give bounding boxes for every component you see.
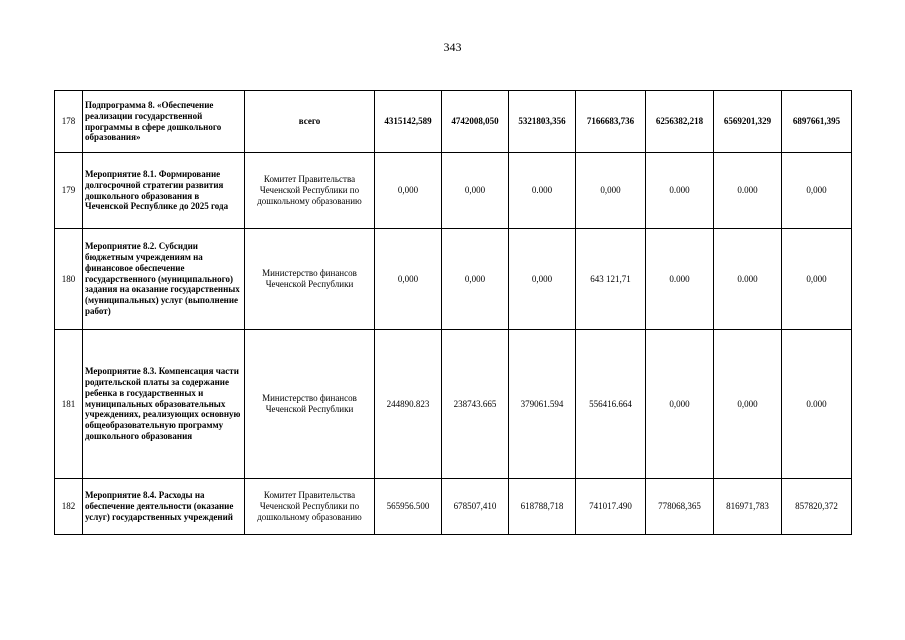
- value-cell: 238743.665: [442, 330, 509, 479]
- value-cell: 0.000: [509, 153, 576, 229]
- value-cell: 4742008,050: [442, 91, 509, 153]
- value-cell: 0.000: [646, 229, 714, 330]
- value-cell: 0,000: [442, 153, 509, 229]
- value-cell: 0.000: [714, 153, 782, 229]
- table-row: [55, 330, 852, 479]
- value-cell: 0.000: [646, 153, 714, 229]
- value-cell: 6897661,395: [782, 91, 852, 153]
- value-cell: 643 121,71: [576, 229, 646, 330]
- value-cell: 741017.490: [576, 479, 646, 535]
- executor: Комитет Правительства Чеченской Республики по дошкольному образованию: [245, 153, 375, 229]
- row-number: 179: [55, 153, 83, 229]
- table-row: [55, 229, 852, 330]
- value-cell: 678507,410: [442, 479, 509, 535]
- table-row: [55, 91, 852, 153]
- measure-name: Мероприятие 8.3. Компенсация части родительской платы за содержание ребенка в государственных и муниципальных образовательных учреждениях, реализующих основную общеобразовательную программу дошкольного образования: [83, 330, 245, 479]
- value-cell: 0,000: [714, 330, 782, 479]
- value-cell: 0,000: [442, 229, 509, 330]
- measure-name: Подпрограмма 8. «Обеспечение реализации государственной программы в сфере дошкольного образования»: [83, 91, 245, 153]
- value-cell: 0,000: [782, 153, 852, 229]
- value-cell: 0,000: [509, 229, 576, 330]
- value-cell: 0,000: [375, 153, 442, 229]
- executor: всего: [245, 91, 375, 153]
- measure-name: Мероприятие 8.4. Расходы на обеспечение деятельности (оказание услуг) государственных учреждений: [83, 479, 245, 535]
- table-row: [55, 479, 852, 535]
- value-cell: 379061.594: [509, 330, 576, 479]
- value-cell: 0,000: [782, 229, 852, 330]
- executor: Министерство финансов Чеченской Республики: [245, 330, 375, 479]
- value-cell: 857820,372: [782, 479, 852, 535]
- value-cell: 816971,783: [714, 479, 782, 535]
- value-cell: 778068,365: [646, 479, 714, 535]
- value-cell: 556416.664: [576, 330, 646, 479]
- value-cell: 4315142,589: [375, 91, 442, 153]
- measure-name: Мероприятие 8.2. Субсидии бюджетным учреждениям на финансовое обеспечение государственного (муниципального) задания на оказание государственных (муниципальных) услуг (выполнение работ): [83, 229, 245, 330]
- page-number: 343: [443, 40, 462, 54]
- value-cell: 0,000: [375, 229, 442, 330]
- value-cell: 618788,718: [509, 479, 576, 535]
- row-number: 178: [55, 91, 83, 153]
- value-cell: 0.000: [782, 330, 852, 479]
- value-cell: 0,000: [576, 153, 646, 229]
- executor: Комитет Правительства Чеченской Республики по дошкольному образованию: [245, 479, 375, 535]
- measure-name: Мероприятие 8.1. Формирование долгосрочной стратегии развития дошкольного образования в Чеченской Республике до 2025 года: [83, 153, 245, 229]
- executor: Министерство финансов Чеченской Республики: [245, 229, 375, 330]
- row-number: 180: [55, 229, 83, 330]
- value-cell: 0.000: [714, 229, 782, 330]
- budget-table: [54, 90, 852, 535]
- value-cell: 6569201,329: [714, 91, 782, 153]
- value-cell: 565956.500: [375, 479, 442, 535]
- value-cell: 5321803,356: [509, 91, 576, 153]
- value-cell: 6256382,218: [646, 91, 714, 153]
- value-cell: 0,000: [646, 330, 714, 479]
- row-number: 182: [55, 479, 83, 535]
- row-number: 181: [55, 330, 83, 479]
- value-cell: 7166683,736: [576, 91, 646, 153]
- table-row: [55, 153, 852, 229]
- value-cell: 244890.823: [375, 330, 442, 479]
